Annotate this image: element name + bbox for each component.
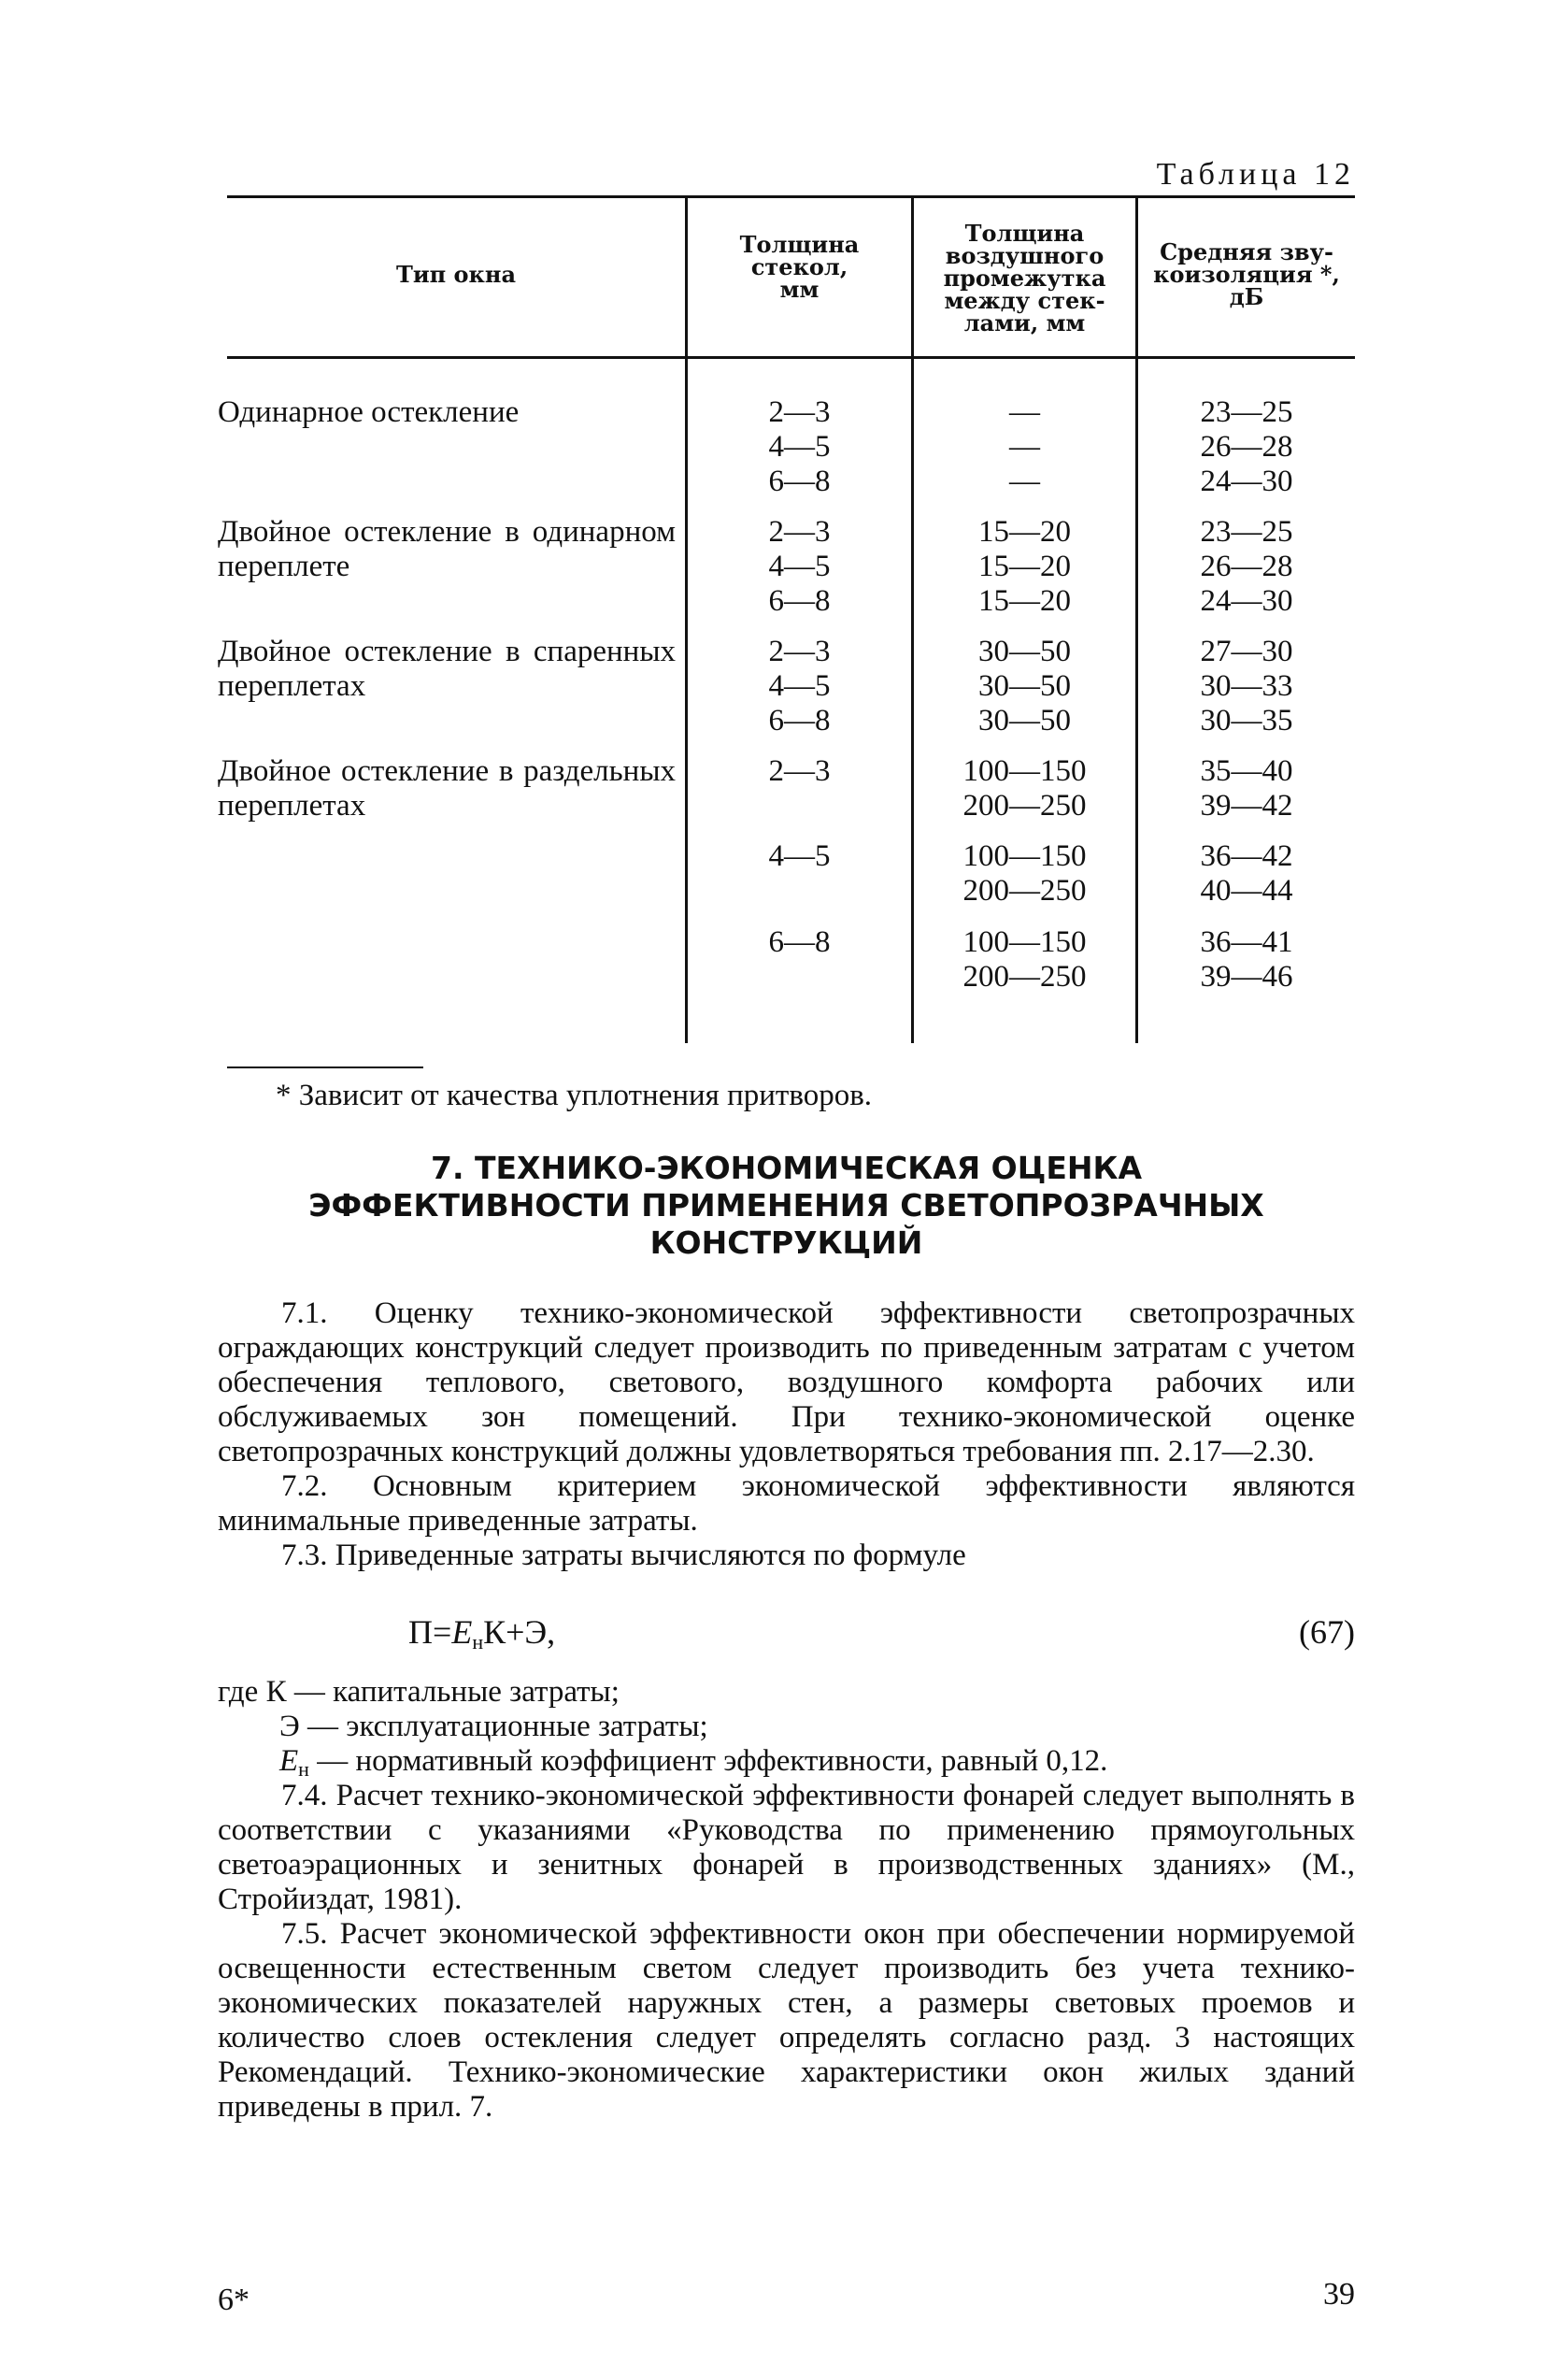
formula-coefficient: E [451, 1613, 473, 1651]
table-header-rule [227, 356, 1355, 359]
table-column-divider [1135, 195, 1138, 1043]
definition-operating-costs: Э — эксплуатационные затраты; [279, 1710, 708, 1743]
paragraph-7-2: 7.2. Основным критерием экономической эффективности являются минимальные приведенные затраты. [218, 1469, 1355, 1538]
table-cell-window-type: Двойное остекление в раздельных переплетах [218, 754, 676, 823]
definition-text: — нормативный коэффициент эффективности, равный 0,12. [308, 1744, 1108, 1778]
table-cell-db: 23—25 26—28 24—30 [1200, 515, 1293, 618]
table-header-air-gap: Толщина воздушного промежутка между стек- лами, мм [943, 220, 1106, 336]
paragraph-7-4: 7.4. Расчет технико-экономической эффективности фонарей следует выполнять в соответствии с указаниями «Руководства по применению прямоугольных светоаэрационных и зенитных фонарей в производственных зданиях» (М., Стройиздат, 1981). [218, 1779, 1355, 1916]
table-cell-glass: 2—3 4—5 6—8 [768, 395, 831, 498]
table-cell-gap: 15—20 15—20 15—20 [978, 515, 1071, 618]
section-heading-line: КОНСТРУКЦИЙ [649, 1224, 923, 1261]
table-cell-glass: 2—3 [768, 754, 831, 788]
definition-capital-costs: где К — капитальные затраты; [218, 1675, 620, 1709]
section-heading [218, 1150, 1355, 1262]
printer-signature: 6* [218, 2283, 249, 2317]
table-cell-gap: 100—150 200—250 [962, 925, 1087, 994]
table-header-window-type: Тип окна [395, 261, 517, 288]
table-caption: Таблица 12 [1156, 157, 1355, 192]
definition-symbol: E [279, 1744, 299, 1778]
formula-number: (67) [1299, 1613, 1355, 1651]
section-heading-line: 7. ТЕХНИКО-ЭКОНОМИЧЕСКАЯ ОЦЕНКА [431, 1150, 1142, 1186]
table-cell-db: 35—40 39—42 [1200, 754, 1293, 823]
table-cell-glass: 4—5 [768, 839, 831, 873]
formula-lhs: П= [408, 1613, 452, 1651]
paragraph-7-1: 7.1. Оценку технико-экономической эффективности светопрозрачных ограждающих конструкций следует производить по приведенным затратам с учетом обеспечения теплового, светового, воздушного комфорта рабочих или обслуживаемых зон помещений. При технико-экономической оценке светопрозрачных конструкций должны удовлетворяться требования пп. 2.17—2.30. [218, 1296, 1355, 1468]
table-footnote: * Зависит от качества уплотнения притворов. [276, 1079, 873, 1112]
table-header-glass-thickness: Толщина стекол, мм [739, 231, 860, 303]
formula-coefficient-subscript: н [472, 1630, 484, 1653]
table-cell-glass: 6—8 [768, 925, 831, 959]
footnote-rule [227, 1066, 423, 1068]
formula [408, 1612, 876, 1654]
table-column-divider [685, 195, 688, 1043]
paragraph-7-3: 7.3. Приведенные затраты вычисляются по формуле [281, 1539, 966, 1572]
table-cell-gap: 100—150 200—250 [962, 839, 1087, 908]
table-cell-glass: 2—3 4—5 6—8 [768, 515, 831, 618]
table-cell-glass: 2—3 4—5 6—8 [768, 635, 831, 737]
table-cell-gap: 100—150 200—250 [962, 754, 1087, 823]
table-cell-db: 23—25 26—28 24—30 [1200, 395, 1293, 498]
table-cell-gap: 30—50 30—50 30—50 [978, 635, 1071, 737]
table-cell-db: 36—42 40—44 [1200, 839, 1293, 908]
table-cell-window-type: Двойное остекление в спаренных переплетах [218, 635, 676, 703]
paragraph-7-5: 7.5. Расчет экономической эффективности окон при обеспечении нормируемой освещенности естественным светом следует производить без учета технико-экономических показателей наружных стен, а размеры световых проемов и количество слоев остекления следует определять согласно разд. 3 настоящих Рекомендаций. Технико-экономические характеристики окон жилых зданий приведены в прил. 7. [218, 1917, 1355, 2124]
table-cell-window-type: Одинарное остекление [218, 395, 520, 429]
body-block-bottom [218, 1779, 1355, 2125]
table-header-sound-insulation: Средняя зву- коизоляция *, дБ [1153, 238, 1340, 310]
table-cell-gap: — — — [1009, 395, 1040, 498]
table-cell-db: 27—30 30—33 30—35 [1200, 635, 1293, 737]
formula-rhs: К+Э, [483, 1613, 556, 1651]
definition-symbol-subscript: н [298, 1757, 309, 1781]
page-number: 39 [1323, 2277, 1355, 2312]
table-top-rule [227, 195, 1355, 198]
table-cell-db: 36—41 39—46 [1200, 925, 1293, 994]
section-heading-line: ЭФФЕКТИВНОСТИ ПРИМЕНЕНИЯ СВЕТОПРОЗРАЧНЫХ [308, 1187, 1264, 1224]
body-block-top [218, 1296, 1355, 1573]
table-cell-window-type: Двойное остекление в одинарном переплете [218, 515, 676, 583]
